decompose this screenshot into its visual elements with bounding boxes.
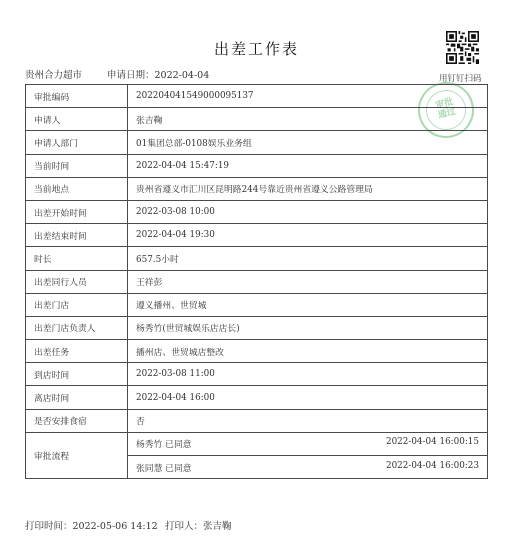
travel-details-table (25, 84, 488, 479)
table-row (26, 363, 488, 386)
document-title: 出差工作表 (213, 40, 299, 58)
table-row (26, 224, 488, 247)
table-row (26, 85, 488, 108)
approval-row (26, 432, 488, 455)
qr-caption: 用钉钉扫码 (439, 74, 482, 84)
row-value: 杨秀竹(世贸城娱乐店店长) (128, 316, 488, 339)
apply-date: 申请日期：2022-04-04 (107, 70, 210, 81)
row-label: 离店时间 (26, 386, 128, 409)
table-row (26, 247, 488, 270)
printer-name: 打印人：张吉鞠 (165, 521, 232, 532)
table-row (26, 270, 488, 293)
approval-step-time: 2022-04-04 16:00:15 (385, 437, 479, 448)
table-row (26, 409, 488, 432)
approval-label: 审批流程 (26, 432, 128, 478)
row-label: 出差门店 (26, 293, 128, 316)
table-row (26, 131, 488, 154)
row-value: 01集团总部-0108娱乐业务组 (128, 131, 488, 154)
row-label: 到店时间 (26, 363, 128, 386)
table-row (26, 154, 488, 177)
row-label: 申请人部门 (26, 131, 128, 154)
row-label: 出差任务 (26, 340, 128, 363)
print-time: 打印时间：2022-05-06 14:12 (25, 521, 158, 532)
table-row (26, 200, 488, 223)
row-label: 出差门店负责人 (26, 316, 128, 339)
row-value: 王祥彭 (128, 270, 488, 293)
approval-step (128, 456, 488, 479)
stamp-text-line: 通过 (437, 106, 457, 121)
row-value: 2022-03-08 10:00 (128, 200, 488, 223)
table-row (26, 316, 488, 339)
row-label: 出差开始时间 (26, 200, 128, 223)
table-row (26, 177, 488, 200)
row-label: 审批编码 (26, 85, 128, 108)
table-row (26, 386, 488, 409)
row-label: 当前时间 (26, 154, 128, 177)
row-value: 2022-03-08 11:00 (128, 363, 488, 386)
row-value: 2022-04-04 19:30 (128, 224, 488, 247)
row-label: 是否安排食宿 (26, 409, 128, 432)
stamp-text-line: 审批 (434, 97, 455, 112)
row-value: 2022-04-04 15:47:19 (128, 154, 488, 177)
qr-code-icon[interactable] (446, 31, 479, 64)
row-value: 657.5小时 (128, 247, 488, 270)
approval-step-text: 杨秀竹 已同意 (136, 440, 192, 451)
table-row (26, 108, 488, 131)
approval-step-text: 张同慧 已同意 (136, 463, 192, 474)
row-label: 出差同行人员 (26, 270, 128, 293)
approval-step-time: 2022-04-04 16:00:23 (385, 460, 479, 471)
row-label: 申请人 (26, 108, 128, 131)
row-value: 贵州省遵义市汇川区昆明路244号靠近贵州省遵义公路管理局 (128, 177, 488, 200)
row-value: 否 (128, 409, 488, 432)
row-label: 时长 (26, 247, 128, 270)
approval-step (128, 432, 488, 455)
row-value: 播州店、世贸城店整改 (128, 340, 488, 363)
row-value: 张吉鞠 (128, 108, 488, 131)
table-row (26, 340, 488, 363)
table-row (26, 293, 488, 316)
row-value: 202204041549000095137 (128, 85, 488, 108)
company-name: 贵州合力超市 (25, 70, 83, 81)
row-label: 出差结束时间 (26, 224, 128, 247)
row-value: 遵义播州、世贸城 (128, 293, 488, 316)
row-value: 2022-04-04 16:00 (128, 386, 488, 409)
row-label: 当前地点 (26, 177, 128, 200)
